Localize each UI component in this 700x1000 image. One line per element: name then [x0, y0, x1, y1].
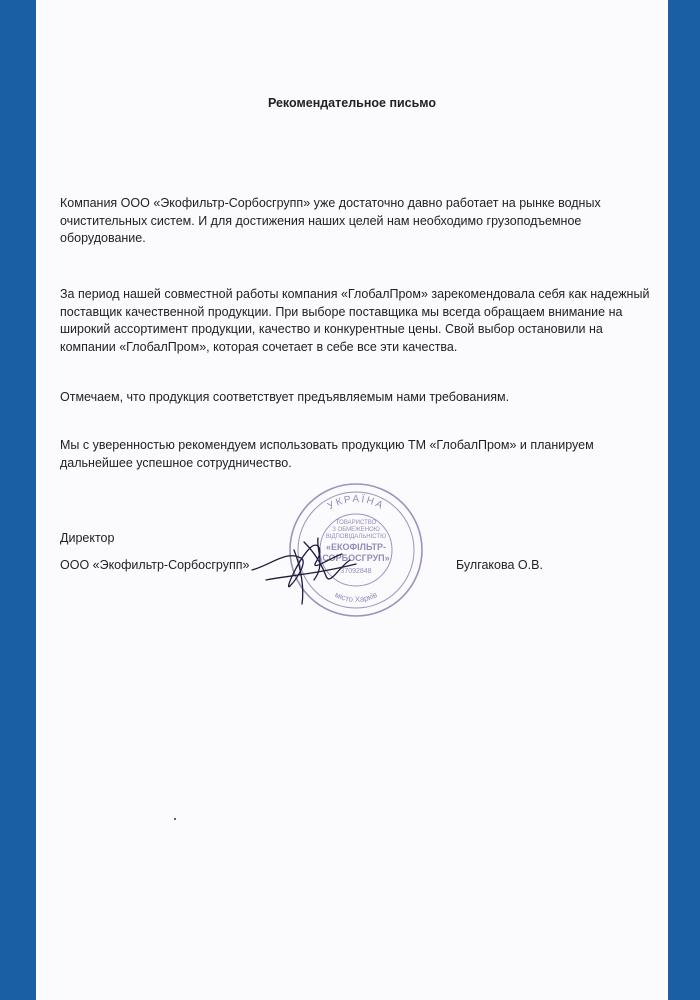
paragraph-line: Мы с уверенностью рекомендуем использовать продукцию ТМ «ГлобалПром» и планируем: [60, 438, 594, 452]
left-blue-border: [0, 0, 36, 1000]
paragraph-line: Компания ООО «Экофильтр-Сорбосгрупп» уже достаточно давно работает на рынке водных: [60, 196, 601, 210]
paragraph-line: очистительных систем. И для достижения наших целей нам необходимо грузоподъемное: [60, 213, 582, 228]
signer-organization: ООО «Экофильтр-Сорбосгрупп»: [60, 558, 250, 572]
stamp-city: місто Харків: [333, 590, 379, 605]
paper-speck: [174, 818, 176, 820]
paragraph-2: [60, 286, 660, 356]
stamp-line-3: ВІДПОВІДАЛЬНІСТЮ: [325, 534, 387, 540]
right-blue-border: [668, 0, 700, 1000]
stamp-company-2: СОРБОСГРУП»: [322, 553, 390, 563]
stamp-code: 37092848: [340, 568, 372, 575]
paragraph-1: [60, 195, 660, 248]
letter-title: Рекомендательное письмо: [267, 96, 437, 110]
paragraph-line: дальнейшее успешное сотрудничество.: [60, 455, 292, 470]
stamp-line-1: ТОВАРИСТВО: [335, 520, 377, 526]
paragraph-line: Отмечаем, что продукция соответствует предъявляемым нами требованиям.: [60, 390, 510, 404]
stamp-top-arc: УКРАЇНА: [325, 493, 387, 513]
signer-position: Директор: [60, 531, 115, 545]
letter-page: [36, 0, 668, 1000]
paragraph-line: компании «ГлобалПром», которая сочетает в себе все эти качества.: [60, 339, 458, 354]
stamp-line-2: З ОБМЕЖЕНОЮ: [332, 527, 380, 533]
paragraph-3: [60, 389, 660, 407]
paragraph-line: За период нашей совместной работы компания «ГлобалПром» зарекомендовала себя как надежный: [60, 287, 650, 301]
paragraph-line: оборудование.: [60, 231, 146, 245]
paragraph-4: [60, 437, 660, 472]
paragraph-line: широкий ассортимент продукции, качество и конкурентные цены. Свой выбор остановили на: [60, 322, 603, 336]
signer-name: Булгакова О.В.: [456, 558, 543, 572]
handwritten-signature: [246, 520, 366, 610]
paragraph-line: поставщик качественной продукции. При выборе поставщика мы всегда обращаем внимание на: [60, 304, 623, 319]
stamp-company-1: «ЕКОФІЛЬТР-: [325, 542, 387, 552]
